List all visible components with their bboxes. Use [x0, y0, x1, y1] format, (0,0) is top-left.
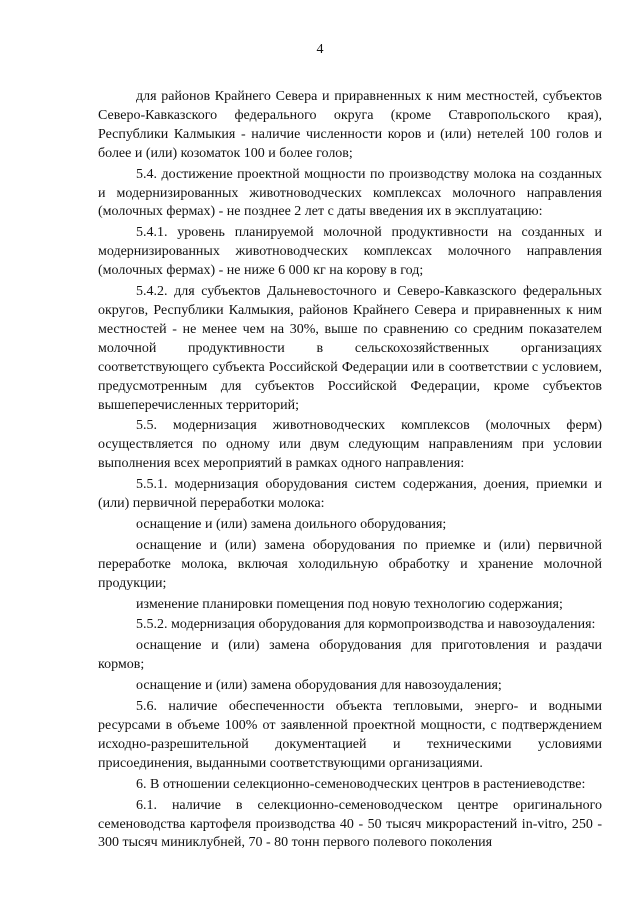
paragraph: 5.4.2. для субъектов Дальневосточного и Северо-Кавказского федеральных округов, Республики Калмыкия, районов Крайнего Севера и приравненных к ним местностей - не менее чем на 30%, выше по сравнению со средним показателем молочной продуктивности в сельскохозяйственных организациях соответствующего субъекта Российской Федерации или в соответствии с условием, предусмотренным для субъектов Российской Федерации, кроме субъектов вышеперечисленных территорий;: [98, 284, 602, 413]
paragraph: оснащение и (или) замена оборудования для навозоудаления;: [136, 678, 502, 694]
paragraph: 5.4.1. уровень планируемой молочной продуктивности на созданных и модернизированных животноводческих комплексах молочного направления (молочных фермах) - не ниже 6 000 кг на корову в год;: [98, 225, 602, 279]
paragraph: 5.6. наличие обеспеченности объекта тепловыми, энерго- и водными ресурсами в объеме 100% от заявленной проектной мощности, с подтверждением исходно-разрешительной документацией и техническими условиями присоединения, выданными соответствующими организациями.: [98, 699, 602, 771]
document-body: [98, 88, 602, 853]
page-number: 4: [316, 42, 324, 57]
paragraph: 6.1. наличие в селекционно-семеноводческом центре оригинального семеноводства картофеля производства 40 - 50 тысяч микрорастений in-vitro, 250 - 300 тысяч миниклубней, 70 - 80 тонн первого полевого поколения: [98, 797, 602, 851]
paragraph: 5.5.1. модернизация оборудования систем содержания, доения, приемки и (или) первичной переработки молока:: [98, 477, 602, 512]
paragraph: 5.5. модернизация животноводческих комплексов (молочных ферм) осуществляется по одному или двум следующим направлениям при условии выполнения всех мероприятий в рамках одного направления:: [98, 418, 602, 472]
paragraph: оснащение и (или) замена оборудования для приготовления и раздачи кормов;: [98, 638, 602, 673]
paragraph: 5.5.2. модернизация оборудования для кормопроизводства и навозоудаления:: [136, 617, 596, 633]
paragraph: для районов Крайнего Севера и приравненных к ним местностей, субъектов Северо-Кавказского федерального округа (кроме Ставропольского края), Республики Калмыкия - наличие численности коров и (или) нетелей 100 голов и более и (или) козоматок 100 и более голов;: [98, 89, 602, 161]
paragraph: оснащение и (или) замена доильного оборудования;: [136, 516, 447, 532]
paragraph: оснащение и (или) замена оборудования по приемке и (или) первичной переработке молока, включая холодильную обработку и хранение молочной продукции;: [98, 537, 602, 591]
paragraph: 6. В отношении селекционно-семеноводческих центров в растениеводстве:: [136, 776, 586, 792]
paragraph: 5.4. достижение проектной мощности по производству молока на созданных и модернизированных животноводческих комплексах молочного направления (молочных фермах) - не позднее 2 лет с даты введения их в эксплуатацию:: [98, 166, 602, 220]
paragraph: изменение планировки помещения под новую технологию содержания;: [136, 596, 563, 612]
